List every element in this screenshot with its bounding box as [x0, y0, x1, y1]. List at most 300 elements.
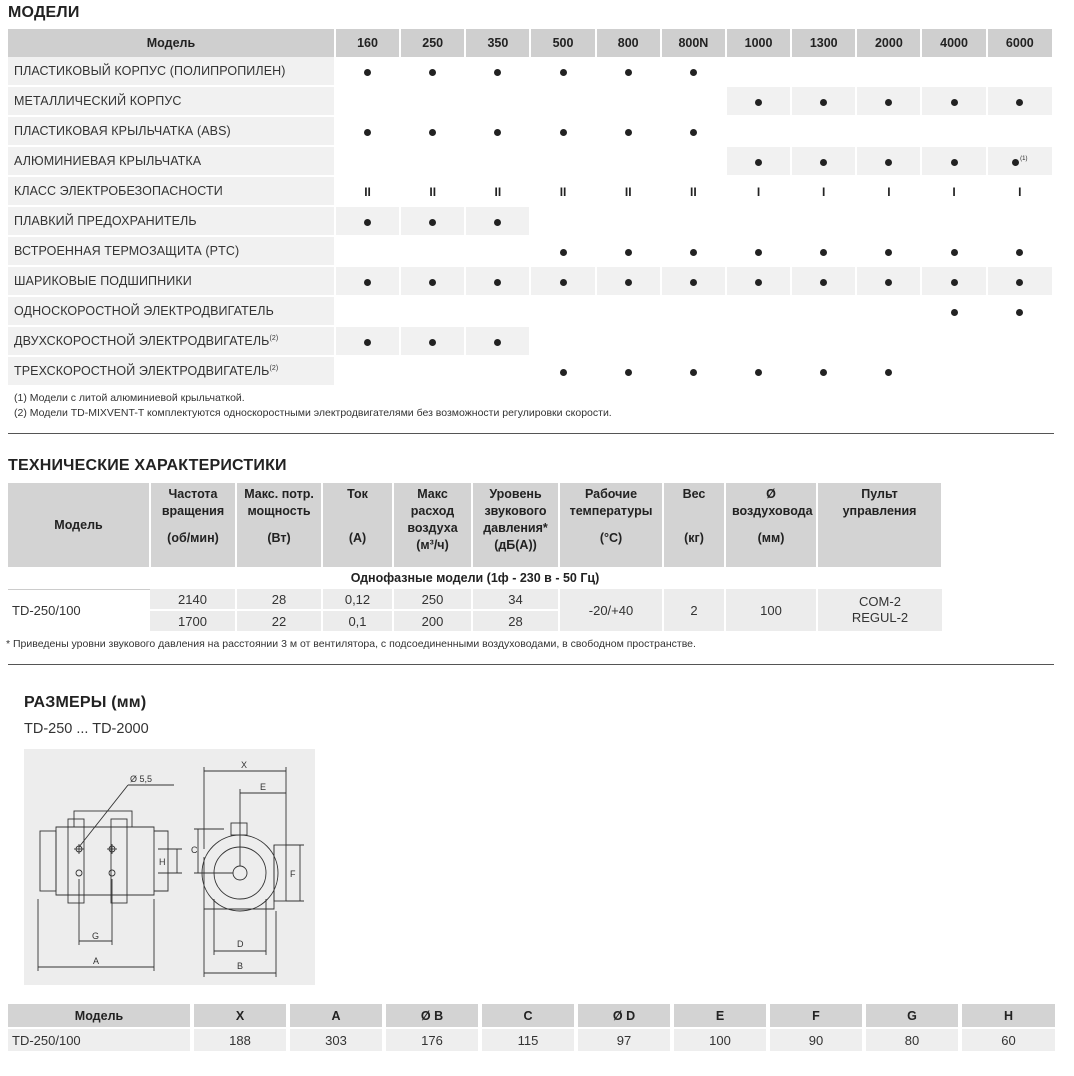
bullet-icon [820, 249, 827, 256]
feature-cell [726, 176, 791, 206]
feature-cell [400, 236, 465, 266]
tech-duct-unit: (мм) [757, 531, 785, 545]
feature-cell [987, 57, 1053, 86]
bullet-icon [625, 129, 632, 136]
feature-row [8, 176, 1053, 206]
feature-cell [987, 236, 1053, 266]
feature-label [8, 266, 335, 296]
feature-cell [465, 266, 530, 296]
feature-cell [661, 86, 726, 116]
drawing-label-h: H [159, 857, 166, 867]
bullet-icon [820, 99, 827, 106]
tech-control-label: Пульт управления [842, 487, 917, 518]
feature-label [8, 326, 335, 356]
feature-cell [987, 86, 1053, 116]
tech-temp-header [559, 483, 663, 567]
tech-control-1: COM-2 [859, 594, 901, 609]
feature-cell [791, 236, 856, 266]
feature-label-text: ПЛАСТИКОВЫЙ КОРПУС (ПОЛИПРОПИЛЕН) [14, 64, 286, 78]
dims-cell: 90 [768, 1028, 864, 1051]
feature-cell [726, 86, 791, 116]
dims-cell: 188 [192, 1028, 288, 1051]
feature-cell [921, 356, 986, 386]
dims-title: РАЗМЕРЫ (мм) [24, 694, 147, 711]
feature-cell [987, 266, 1053, 296]
bullet-icon [690, 279, 697, 286]
tech-control-header [817, 483, 942, 567]
tech-speed-1: 2140 [150, 589, 236, 610]
feature-cell [400, 356, 465, 386]
feature-cell [921, 326, 986, 356]
bullet-icon [1016, 249, 1023, 256]
bullet-icon [885, 159, 892, 166]
feature-cell [465, 116, 530, 146]
feature-cell [726, 326, 791, 356]
bullet-icon [1012, 159, 1019, 166]
tech-temp-cell: -20/+40 [559, 589, 663, 631]
tech-power-label: Макс. потр. мощность [244, 487, 314, 518]
feature-cell [791, 326, 856, 356]
cell-value: I [822, 184, 826, 199]
feature-cell [530, 296, 595, 326]
feature-cell [726, 116, 791, 146]
feature-row [8, 146, 1053, 176]
bullet-icon [885, 99, 892, 106]
drawing-label-a: A [93, 956, 100, 966]
feature-label-text: АЛЮМИНИЕВАЯ КРЫЛЬЧАТКА [14, 154, 202, 168]
feature-cell [400, 146, 465, 176]
bullet-icon [820, 159, 827, 166]
feature-cell [726, 266, 791, 296]
feature-cell [335, 356, 400, 386]
drawing-label-hole: Ø 5,5 [130, 774, 153, 784]
cell-value: II [429, 184, 437, 199]
feature-cell [400, 116, 465, 146]
tech-weight-header [663, 483, 725, 567]
bullet-icon [560, 249, 567, 256]
bullet-icon [951, 249, 958, 256]
tech-weight-cell: 2 [663, 589, 725, 631]
bullet-icon [755, 159, 762, 166]
feature-cell [791, 146, 856, 176]
bullet-icon [885, 249, 892, 256]
dims-subtitle: TD-250 ... TD-2000 [24, 721, 149, 737]
divider-2 [8, 664, 1054, 665]
tech-airflow-1: 250 [393, 589, 472, 610]
bullet-icon [885, 279, 892, 286]
dims-cell: 100 [672, 1028, 768, 1051]
tech-title: ТЕХНИЧЕСКИЕ ХАРАКТЕРИСТИКИ [8, 457, 287, 474]
model-col-800n: 800N [661, 29, 726, 57]
tech-power-header [236, 483, 322, 567]
bullet-icon [429, 69, 436, 76]
bullet-icon [690, 69, 697, 76]
cell-value: II [690, 184, 697, 199]
cell-value: I [1018, 184, 1022, 199]
feature-cell [335, 86, 400, 116]
feature-cell [661, 206, 726, 236]
bullet-icon [951, 309, 958, 316]
model-col-1300: 1300 [791, 29, 856, 57]
feature-cell [987, 356, 1053, 386]
feature-cell [530, 176, 595, 206]
feature-cell [661, 57, 726, 86]
feature-label [8, 236, 335, 266]
dims-cell: 97 [576, 1028, 672, 1051]
tech-control-2: REGUL-2 [851, 610, 909, 625]
feature-cell [335, 146, 400, 176]
feature-cell [921, 206, 986, 236]
feature-cell [465, 146, 530, 176]
feature-row [8, 206, 1053, 236]
feature-cell [661, 296, 726, 326]
bullet-icon [755, 99, 762, 106]
feature-label-text: ДВУХСКОРОСТНОЙ ЭЛЕКТРОДВИГАТЕЛЬ [14, 334, 270, 348]
tech-duct-label: Ø воздуховода [732, 487, 813, 518]
feature-cell [661, 176, 726, 206]
feature-cell [921, 176, 986, 206]
feature-label [8, 206, 335, 236]
tech-noise-header [472, 483, 559, 567]
feature-cell [596, 57, 661, 86]
dims-header-cell: Ø D [576, 1004, 672, 1028]
feature-footnote-ref: (2) [269, 334, 279, 342]
bullet-icon [755, 249, 762, 256]
feature-label [8, 356, 335, 386]
feature-cell [726, 356, 791, 386]
model-col-6000: 6000 [987, 29, 1053, 57]
feature-cell [596, 296, 661, 326]
tech-table [8, 483, 943, 631]
tech-temp-unit: (°C) [599, 531, 623, 545]
feature-cell [856, 176, 921, 206]
feature-cell [465, 296, 530, 326]
feature-cell [987, 176, 1053, 206]
feature-cell [987, 296, 1053, 326]
feature-cell [465, 236, 530, 266]
feature-cell [400, 296, 465, 326]
model-header: Модель [8, 29, 335, 57]
bullet-icon [951, 279, 958, 286]
feature-cell [596, 326, 661, 356]
feature-cell [400, 176, 465, 206]
bullet-icon [364, 279, 371, 286]
bullet-icon [951, 159, 958, 166]
tech-temp-label: Рабочие температуры [569, 487, 653, 518]
feature-cell [726, 206, 791, 236]
feature-cell [856, 86, 921, 116]
feature-cell [335, 326, 400, 356]
feature-cell [530, 146, 595, 176]
dims-header-cell: A [288, 1004, 384, 1028]
feature-label [8, 296, 335, 326]
feature-cell [921, 146, 986, 176]
model-col-1000: 1000 [726, 29, 791, 57]
feature-cell [661, 326, 726, 356]
feature-cell [596, 176, 661, 206]
bullet-icon [820, 279, 827, 286]
bullet-icon [1016, 279, 1023, 286]
divider [8, 433, 1054, 434]
bullet-icon [690, 369, 697, 376]
feature-row [8, 356, 1053, 386]
tech-power-unit: (Вт) [267, 531, 291, 545]
bullet-icon [429, 339, 436, 346]
bullet-icon [755, 279, 762, 286]
feature-cell [335, 176, 400, 206]
cell-value: I [952, 184, 956, 199]
feature-cell [596, 356, 661, 386]
dims-cell: TD-250/100 [8, 1028, 192, 1051]
feature-cell [921, 57, 986, 86]
tech-duct-cell: 100 [725, 589, 817, 631]
bullet-icon [494, 219, 501, 226]
tech-speed-2: 1700 [150, 610, 236, 631]
models-note-2: (2) Модели TD-MIXVENT-T комплектуются односкоростными электродвигателями без возможности регулировки скорости. [14, 407, 612, 419]
models-header-row [8, 29, 1053, 57]
feature-cell [530, 266, 595, 296]
feature-cell [726, 57, 791, 86]
feature-label [8, 146, 335, 176]
tech-speed-label: Частота вращения [161, 487, 225, 518]
models-title: МОДЕЛИ [8, 4, 80, 21]
model-col-4000: 4000 [921, 29, 986, 57]
bullet-icon [494, 339, 501, 346]
tech-weight-label: Вес [682, 487, 706, 501]
drawing-label-x: X [241, 760, 248, 770]
feature-cell [856, 356, 921, 386]
feature-cell [921, 266, 986, 296]
feature-cell [791, 116, 856, 146]
feature-row [8, 86, 1053, 116]
bullet-icon [625, 249, 632, 256]
feature-cell [465, 57, 530, 86]
feature-cell [987, 146, 1053, 176]
dims-header-cell: Модель [8, 1004, 192, 1028]
feature-cell [530, 57, 595, 86]
bullet-icon [1016, 309, 1023, 316]
bullet-icon [429, 129, 436, 136]
bullet-icon [560, 369, 567, 376]
dims-header-cell: Ø B [384, 1004, 480, 1028]
feature-cell [530, 326, 595, 356]
model-col-800: 800 [596, 29, 661, 57]
feature-cell [465, 356, 530, 386]
bullet-icon [429, 219, 436, 226]
dims-header-cell: G [864, 1004, 960, 1028]
tech-airflow-label: Макс расход воздуха [407, 487, 458, 535]
feature-cell [856, 116, 921, 146]
feature-label [8, 57, 335, 86]
feature-cell [596, 236, 661, 266]
feature-cell [856, 326, 921, 356]
feature-cell [791, 266, 856, 296]
feature-cell [400, 86, 465, 116]
model-col-160: 160 [335, 29, 400, 57]
bullet-icon [364, 339, 371, 346]
dims-header-cell: C [480, 1004, 576, 1028]
feature-cell [335, 206, 400, 236]
side-view [38, 785, 182, 971]
feature-label-text: ВСТРОЕННАЯ ТЕРМОЗАЩИТА (PTC) [14, 244, 240, 258]
feature-cell [465, 326, 530, 356]
drawing-label-b: B [237, 961, 244, 971]
tech-power-1: 28 [236, 589, 322, 610]
dims-cell: 80 [864, 1028, 960, 1051]
dims-header-cell: H [960, 1004, 1057, 1028]
bullet-icon [820, 369, 827, 376]
bullet-icon [625, 69, 632, 76]
feature-cell [856, 236, 921, 266]
feature-label [8, 86, 335, 116]
cell-value: II [624, 184, 632, 199]
dims-header-cell: X [192, 1004, 288, 1028]
tech-weight-unit: (кг) [684, 531, 704, 545]
tech-current-2: 0,1 [322, 610, 393, 631]
tech-data-row-1 [8, 589, 942, 610]
feature-cell [856, 206, 921, 236]
tech-current-label: Ток [347, 487, 368, 501]
cell-value: II [364, 184, 371, 199]
bullet-icon [364, 129, 371, 136]
tech-group-label: Однофазные модели (1ф - 230 в - 50 Гц) [8, 567, 942, 589]
feature-cell [596, 266, 661, 296]
feature-cell [400, 206, 465, 236]
dims-cell: 303 [288, 1028, 384, 1051]
feature-cell [335, 116, 400, 146]
dims-cell: 176 [384, 1028, 480, 1051]
dims-cell: 115 [480, 1028, 576, 1051]
feature-label [8, 116, 335, 146]
feature-cell [726, 296, 791, 326]
feature-cell [791, 296, 856, 326]
bullet-icon [755, 369, 762, 376]
feature-cell [987, 206, 1053, 236]
feature-row [8, 236, 1053, 266]
dims-table [8, 1004, 1059, 1051]
feature-label-text: ОДНОСКОРОСТНОЙ ЭЛЕКТРОДВИГАТЕЛЬ [14, 304, 274, 318]
feature-cell [530, 236, 595, 266]
feature-label-text: ШАРИКОВЫЕ ПОДШИПНИКИ [14, 274, 192, 288]
feature-cell [400, 326, 465, 356]
feature-cell [791, 57, 856, 86]
feature-cell [465, 206, 530, 236]
feature-cell [856, 146, 921, 176]
tech-speed-unit: (об/мин) [167, 531, 219, 545]
tech-noise-label: Уровень звукового давления* [483, 487, 548, 535]
tech-control-cell [817, 589, 942, 631]
feature-label-text: ТРЕХСКОРОСТНОЙ ЭЛЕКТРОДВИГАТЕЛЬ [14, 364, 270, 378]
feature-cell [530, 356, 595, 386]
bullet-icon [364, 69, 371, 76]
tech-airflow-2: 200 [393, 610, 472, 631]
feature-label-text: ПЛАВКИЙ ПРЕДОХРАНИТЕЛЬ [14, 214, 197, 228]
bullet-icon [494, 129, 501, 136]
feature-cell [530, 206, 595, 236]
dims-header-cell: E [672, 1004, 768, 1028]
feature-cell [335, 266, 400, 296]
bullet-icon [494, 279, 501, 286]
feature-label [8, 176, 335, 206]
feature-label-text: ПЛАСТИКОВАЯ КРЫЛЬЧАТКА (ABS) [14, 124, 231, 138]
feature-cell [921, 116, 986, 146]
feature-cell [661, 146, 726, 176]
dims-cell: 60 [960, 1028, 1057, 1051]
feature-row [8, 57, 1053, 86]
tech-model-cell: TD-250/100 [8, 589, 150, 631]
feature-cell [530, 116, 595, 146]
feature-footnote-ref: (2) [269, 364, 279, 372]
bullet-icon [625, 369, 632, 376]
feature-label-text: МЕТАЛЛИЧЕСКИЙ КОРПУС [14, 94, 182, 108]
dimension-drawing [24, 749, 315, 985]
feature-row [8, 326, 1053, 356]
tech-noise-2: 28 [472, 610, 559, 631]
feature-cell [726, 236, 791, 266]
model-col-2000: 2000 [856, 29, 921, 57]
models-table [8, 29, 1054, 387]
tech-current-header [322, 483, 393, 567]
feature-row [8, 266, 1053, 296]
models-note-1: (1) Модели с литой алюминиевой крыльчаткой. [14, 392, 245, 404]
bullet-icon [429, 279, 436, 286]
feature-cell [791, 206, 856, 236]
feature-cell [400, 57, 465, 86]
bullet-icon [560, 129, 567, 136]
feature-cell [596, 86, 661, 116]
feature-label-text: КЛАСС ЭЛЕКТРОБЕЗОПАСНОСТИ [14, 184, 223, 198]
feature-row [8, 296, 1053, 326]
feature-cell [791, 356, 856, 386]
feature-cell [661, 356, 726, 386]
bullet-icon [560, 279, 567, 286]
feature-row [8, 116, 1053, 146]
feature-cell [335, 236, 400, 266]
feature-cell [661, 266, 726, 296]
feature-cell [465, 176, 530, 206]
feature-cell [921, 236, 986, 266]
feature-cell [726, 146, 791, 176]
drawing-label-d: D [237, 939, 244, 949]
dims-data-row [8, 1028, 1057, 1051]
tech-current-unit: (A) [348, 531, 367, 545]
feature-cell [921, 296, 986, 326]
feature-cell [856, 266, 921, 296]
tech-header-row [8, 483, 942, 567]
front-view [194, 767, 304, 977]
bullet-icon [951, 99, 958, 106]
tech-footnote: * Приведены уровни звукового давления на расстоянии 3 м от вентилятора, с подсоединенными воздуховодами, в свободном пространстве. [6, 638, 696, 650]
cell-footnote-ref: (1) [1020, 156, 1028, 163]
feature-cell [596, 206, 661, 236]
tech-group-row [8, 567, 942, 589]
feature-cell [400, 266, 465, 296]
model-col-250: 250 [400, 29, 465, 57]
cell-value: I [756, 184, 761, 199]
dims-header-row [8, 1004, 1057, 1028]
cell-value: II [559, 184, 567, 199]
bullet-icon [560, 69, 567, 76]
tech-noise-unit: (дБ(A)) [494, 538, 537, 552]
cell-value: II [494, 184, 502, 199]
feature-cell [596, 146, 661, 176]
feature-cell [335, 296, 400, 326]
tech-duct-header [725, 483, 817, 567]
bullet-icon [364, 219, 371, 226]
dims-header-cell: F [768, 1004, 864, 1028]
feature-cell [856, 296, 921, 326]
bullet-icon [885, 369, 892, 376]
